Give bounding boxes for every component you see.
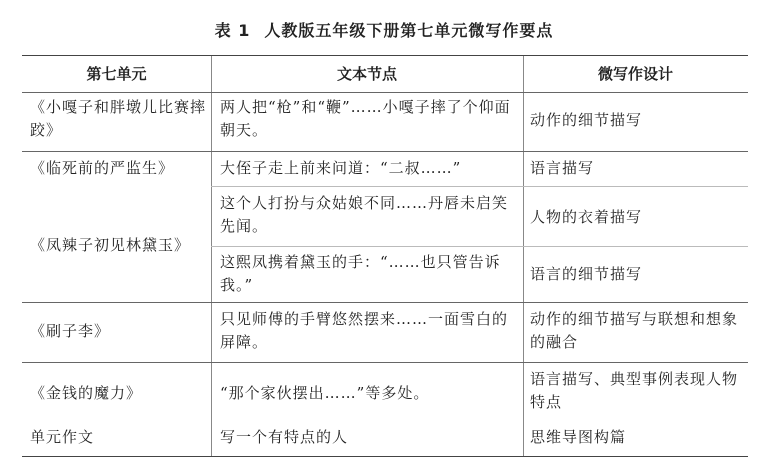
- row-5-design: 动作的细节描写与联想和想象的融合: [530, 310, 739, 351]
- row-rule: [211, 186, 748, 187]
- row-rule: [211, 246, 748, 247]
- row-6-node: “那个家伙摆出……”等多处。: [220, 384, 430, 402]
- row-rule: [22, 302, 748, 303]
- row-2-design: 语言描写: [530, 159, 595, 177]
- table-title: [0, 18, 768, 41]
- header-unit: 第七单元: [86, 65, 147, 83]
- table-caption: 人教版五年级下册第七单元微写作要点: [264, 21, 554, 40]
- row-7-unit: 单元作文: [30, 428, 95, 446]
- table-number: 表 1: [214, 21, 251, 40]
- row-7-design: 思维导图构篇: [530, 428, 627, 446]
- row-1-unit: 《小嘎子和胖墩儿比赛摔跤》: [30, 98, 207, 139]
- header-rule: [22, 92, 748, 93]
- row-rule: [22, 151, 748, 152]
- micro-writing-table: [22, 55, 748, 457]
- row-2-node: 大侄子走上前来问道：“二叔……”: [220, 159, 462, 177]
- column-divider: [523, 56, 524, 456]
- row-6-unit: 《金钱的魔力》: [30, 384, 143, 402]
- row-5-unit: 《刷子李》: [30, 322, 111, 340]
- header-design: 微写作设计: [597, 65, 673, 83]
- row-4-design: 语言的细节描写: [530, 265, 643, 283]
- row-rule: [22, 362, 748, 363]
- row-1-node: 两人把“枪”和“鞭”……小嘎子摔了个仰面朝天。: [220, 98, 511, 139]
- row-1-design: 动作的细节描写: [530, 111, 643, 129]
- row-3-node: 这个人打扮与众姑娘不同……丹唇未启笑先闻。: [220, 194, 509, 235]
- row-6-design: 语言描写、典型事例表现人物特点: [530, 370, 739, 411]
- row-2-unit: 《临死前的严监生》: [30, 159, 175, 177]
- row-7-node: 写一个有特点的人: [220, 428, 349, 446]
- row-3-unit: 《凤辣子初见林黛玉》: [30, 236, 191, 254]
- header-text-node: 文本节点: [336, 65, 397, 83]
- row-3-design: 人物的衣着描写: [530, 208, 643, 226]
- row-5-node: 只见师傅的手臂悠然摆来……一面雪白的屏障。: [220, 310, 509, 351]
- row-4-node: 这熙凤携着黛玉的手：“……也只管告诉我。”: [220, 253, 501, 294]
